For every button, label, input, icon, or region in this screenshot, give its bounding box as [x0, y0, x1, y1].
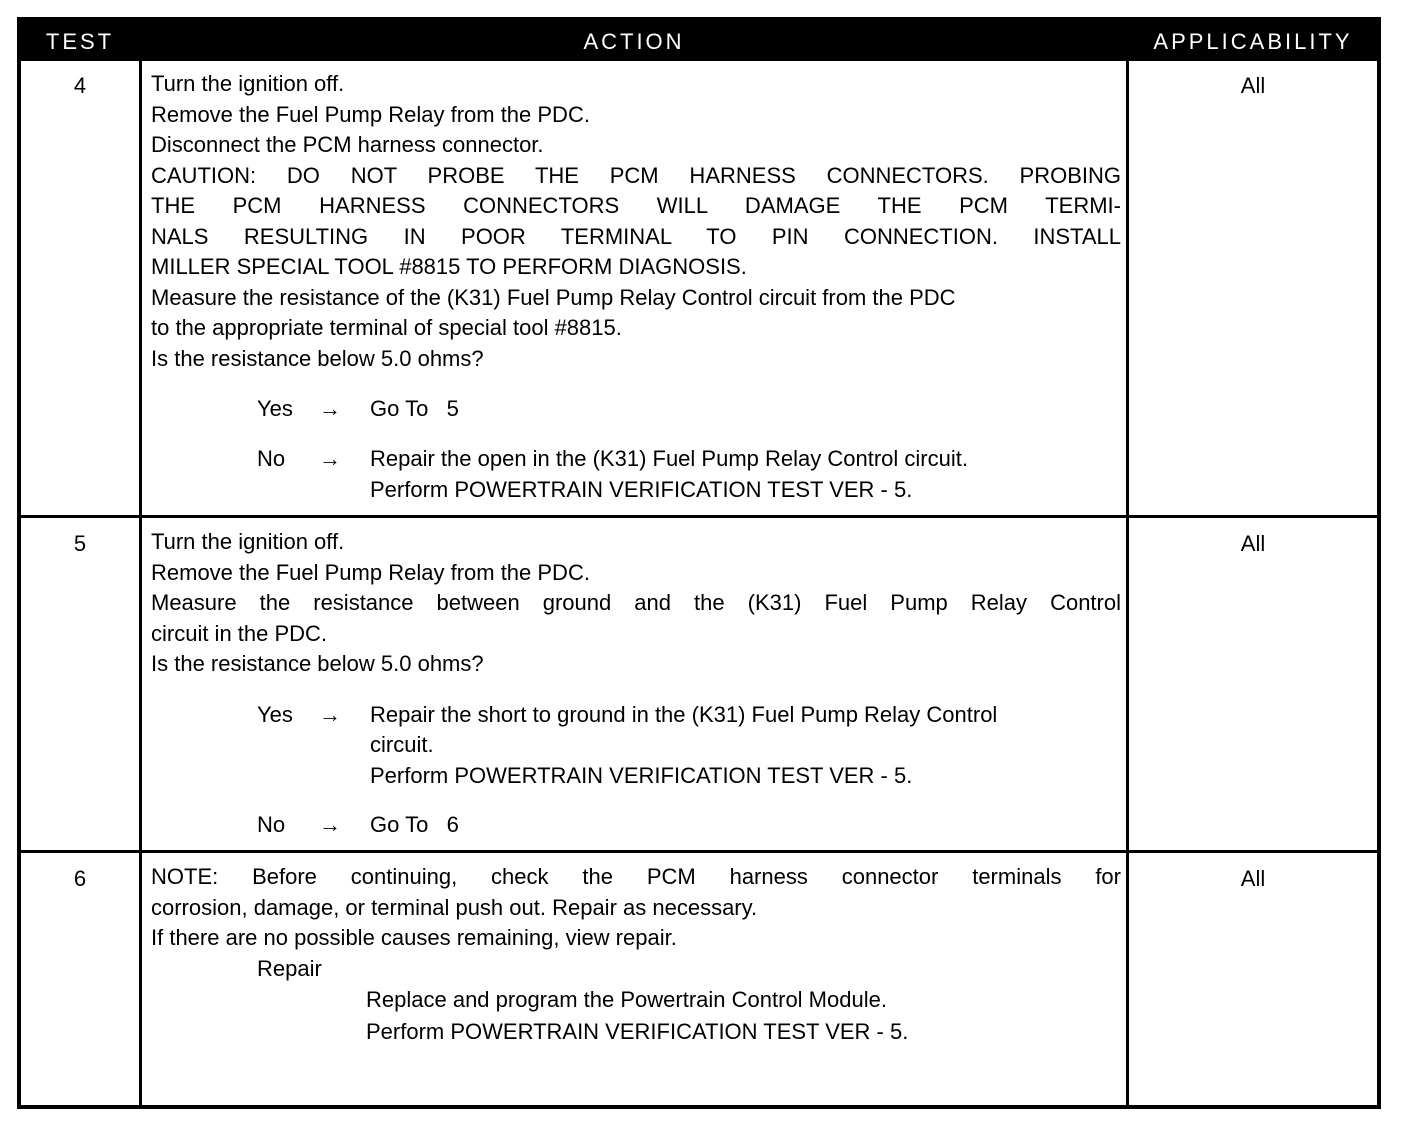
- action-cell: [151, 69, 1121, 502]
- repair-line: Replace and program the Powertrain Control Module.: [366, 987, 887, 1012]
- caution-line: NALS RESULTING IN POOR TERMINAL TO PIN CONNECTION. INSTALL: [151, 223, 1121, 249]
- action-line: circuit in the PDC.: [151, 620, 328, 646]
- action-line: to the appropriate terminal of special tool #8815.: [151, 315, 622, 340]
- question-line: Is the resistance below 5.0 ohms?: [151, 345, 484, 371]
- action-line: Measure the resistance of the (K31) Fuel Pump Relay Control circuit from the PDC: [151, 284, 956, 310]
- test-number: 6: [73, 866, 87, 891]
- table-header: [21, 21, 1377, 61]
- header-applicability: APPLICABILITY: [1153, 29, 1353, 54]
- test-number: 5: [73, 531, 87, 556]
- caution-line: CAUTION: DO NOT PROBE THE PCM HARNESS CONNECTORS. PROBING: [151, 162, 1121, 188]
- no-result: [370, 810, 1120, 841]
- header-test: TEST: [45, 29, 115, 54]
- result-line: Perform POWERTRAIN VERIFICATION TEST VER - 5.: [370, 476, 913, 502]
- question-line: Is the resistance below 5.0 ohms?: [151, 651, 484, 676]
- no-label: No: [257, 446, 286, 471]
- result-line: Repair the short to ground in the (K31) Fuel Pump Relay Control: [370, 701, 998, 727]
- test-number: 4: [73, 73, 87, 98]
- result-line: Go To 5: [370, 396, 459, 421]
- repair-line: Perform POWERTRAIN VERIFICATION TEST VER - 5.: [366, 1019, 909, 1044]
- yes-label: Yes: [257, 701, 293, 727]
- no-branch: [151, 444, 1121, 502]
- no-branch: [151, 810, 1121, 840]
- yes-result: [370, 700, 1120, 792]
- repair-instructions: [151, 984, 1121, 1048]
- repair-label: Repair: [257, 955, 322, 981]
- action-line: Disconnect the PCM harness connector.: [151, 132, 544, 157]
- no-label: No: [257, 811, 286, 837]
- note-line: corrosion, damage, or terminal push out. Repair as necessary.: [151, 894, 758, 920]
- caution-line: MILLER SPECIAL TOOL #8815 TO PERFORM DIAGNOSIS.: [151, 254, 747, 279]
- action-line: Remove the Fuel Pump Relay from the PDC.: [151, 559, 590, 585]
- diagnostic-table: [17, 17, 1381, 1109]
- arrow-icon: →: [319, 396, 341, 421]
- result-line: Repair the open in the (K31) Fuel Pump Relay Control circuit.: [370, 446, 968, 471]
- result-line: Go To 6: [370, 811, 459, 837]
- action-line: If there are no possible causes remaining, view repair.: [151, 925, 677, 950]
- result-line: Perform POWERTRAIN VERIFICATION TEST VER - 5.: [370, 762, 913, 788]
- row-divider: [21, 515, 1377, 518]
- action-line: Turn the ignition off.: [151, 71, 345, 96]
- note-line: NOTE: Before continuing, check the PCM harness connector terminals for: [151, 864, 1121, 889]
- arrow-icon: →: [319, 446, 341, 471]
- yes-label: Yes: [257, 396, 293, 421]
- caution-line: THE PCM HARNESS CONNECTORS WILL DAMAGE THE PCM TERMI-: [151, 193, 1121, 218]
- row-divider: [21, 850, 1377, 853]
- yes-branch: [151, 700, 1121, 788]
- header-action: ACTION: [583, 29, 685, 54]
- action-cell: [151, 527, 1121, 840]
- yes-result: [370, 394, 1120, 425]
- applicability-value: All: [1240, 73, 1266, 98]
- column-divider-applicability: [1126, 61, 1129, 1109]
- arrow-icon: →: [319, 811, 341, 837]
- applicability-value: All: [1240, 866, 1266, 891]
- action-line: Turn the ignition off.: [151, 529, 345, 554]
- yes-branch: [151, 394, 1121, 424]
- action-line: Remove the Fuel Pump Relay from the PDC.: [151, 101, 590, 127]
- arrow-icon: →: [319, 701, 341, 727]
- applicability-value: All: [1240, 531, 1266, 556]
- action-cell: [151, 862, 1121, 1048]
- result-line: circuit.: [370, 732, 434, 757]
- column-divider-test: [139, 61, 142, 1109]
- action-line: Measure the resistance between ground and the (K31) Fuel Pump Relay Control: [151, 590, 1121, 615]
- no-result: [370, 444, 1120, 505]
